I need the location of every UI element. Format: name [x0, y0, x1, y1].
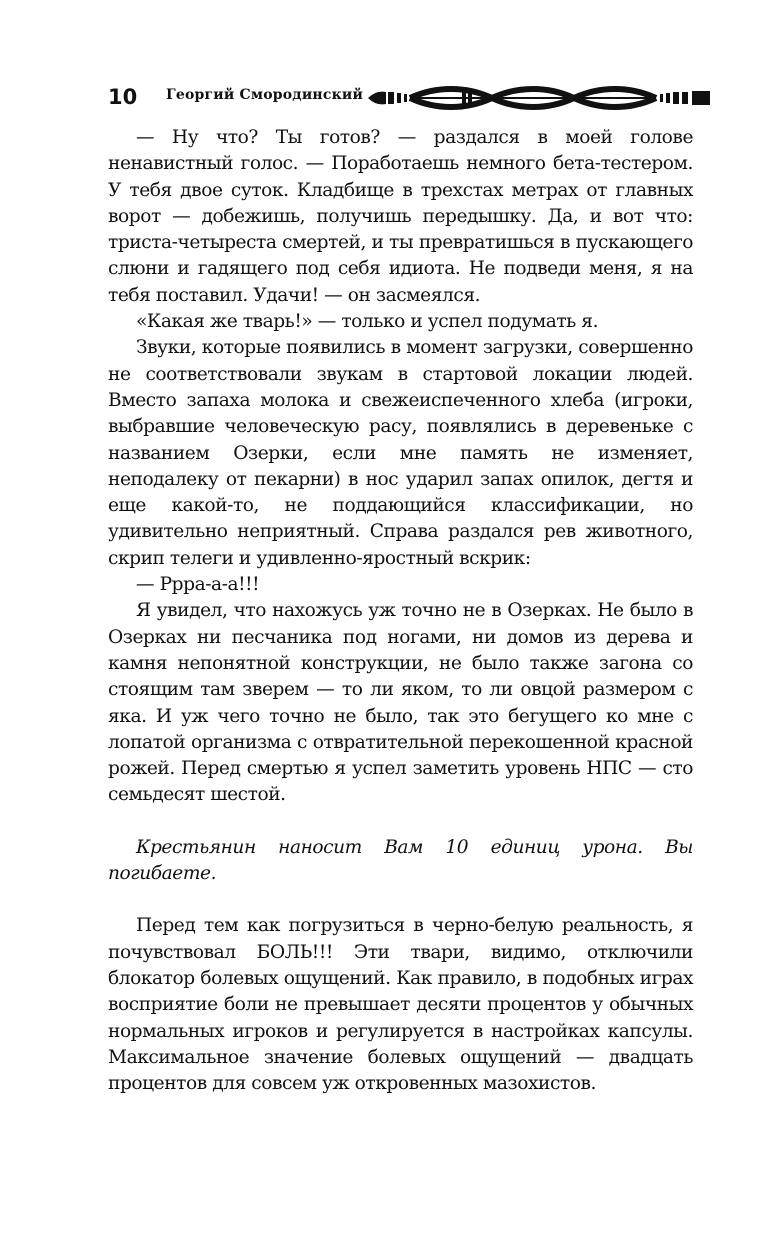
section-gap — [108, 809, 693, 835]
running-header — [108, 82, 714, 112]
braided-rope-ornament-icon — [366, 86, 714, 110]
paragraph: «Какая же тварь!» — только и успел подумать я. — [136, 311, 599, 333]
paragraph: Перед тем как погрузиться в черно-белую реальность, я почувствовал БОЛЬ!!! Эти твари, видимо, отключили блокатор болевых ощущений. Как правило, в подобных играх восприятие боли не превышает десяти процентов у обычных нормальных игроков и регулируется в настройках капсулы. Максимальное значение болевых ощущений — двадцать процентов для совсем уж откровенных мазохистов. — [108, 915, 693, 1095]
paragraph: Я увидел, что нахожусь уж точно не в Озерках. Не было в Озерках ни песчаника под ногами, ни домов из дерева и камня непонятной конструкции, не было также загона со стоящим там зверем — то ли яком, то ли овцой размером с яка. И уж чего точно не было, так это бегущего ко мне с лопатой организма с отвратительной перекошенной красной рожей. Перед смертью я успел заметить уровень НПС — сто семьдесят шестой. — [108, 600, 693, 806]
paragraph: — Ррра-а-а!!! — [136, 574, 260, 596]
book-text — [108, 125, 693, 1097]
page-number: 10 — [108, 85, 138, 109]
section-gap — [108, 887, 693, 913]
paragraph: Звуки, которые появились в момент загрузки, совершенно не соответствовали звукам в стартовой локации людей. Вместо запаха молока и свежеиспеченного хлеба (игроки, выбравшие человеческую расу, появлялись в деревеньке с названием Озерки, если мне память не изменяет, неподалеку от пекарни) в нос ударил запах опилок, дегтя и еще какой-то, не поддающийся классификации, но удивительно неприятный. Справа раздался рев животного, скрип телеги и удивленно-яростный вскрик: — [108, 337, 693, 569]
game-message: Крестьянин наносит Вам 10 единиц урона. Вы погибаете. — [108, 836, 693, 885]
paragraph: — Ну что? Ты готов? — раздался в моей голове ненавистный голос. — Поработаешь немного бета-тестером. У тебя двое суток. Кладбище в трехстах метрах от главных ворот — добежишь, получишь передышку. Да, и вот что: триста-четыреста смертей, и ты превратишься в пускающего слюни и гадящего под себя идиота. Не подведи меня, я на тебя поставил. Удачи! — он засмеялся. — [108, 127, 693, 306]
author-name: Георгий Смородинский — [166, 87, 364, 103]
